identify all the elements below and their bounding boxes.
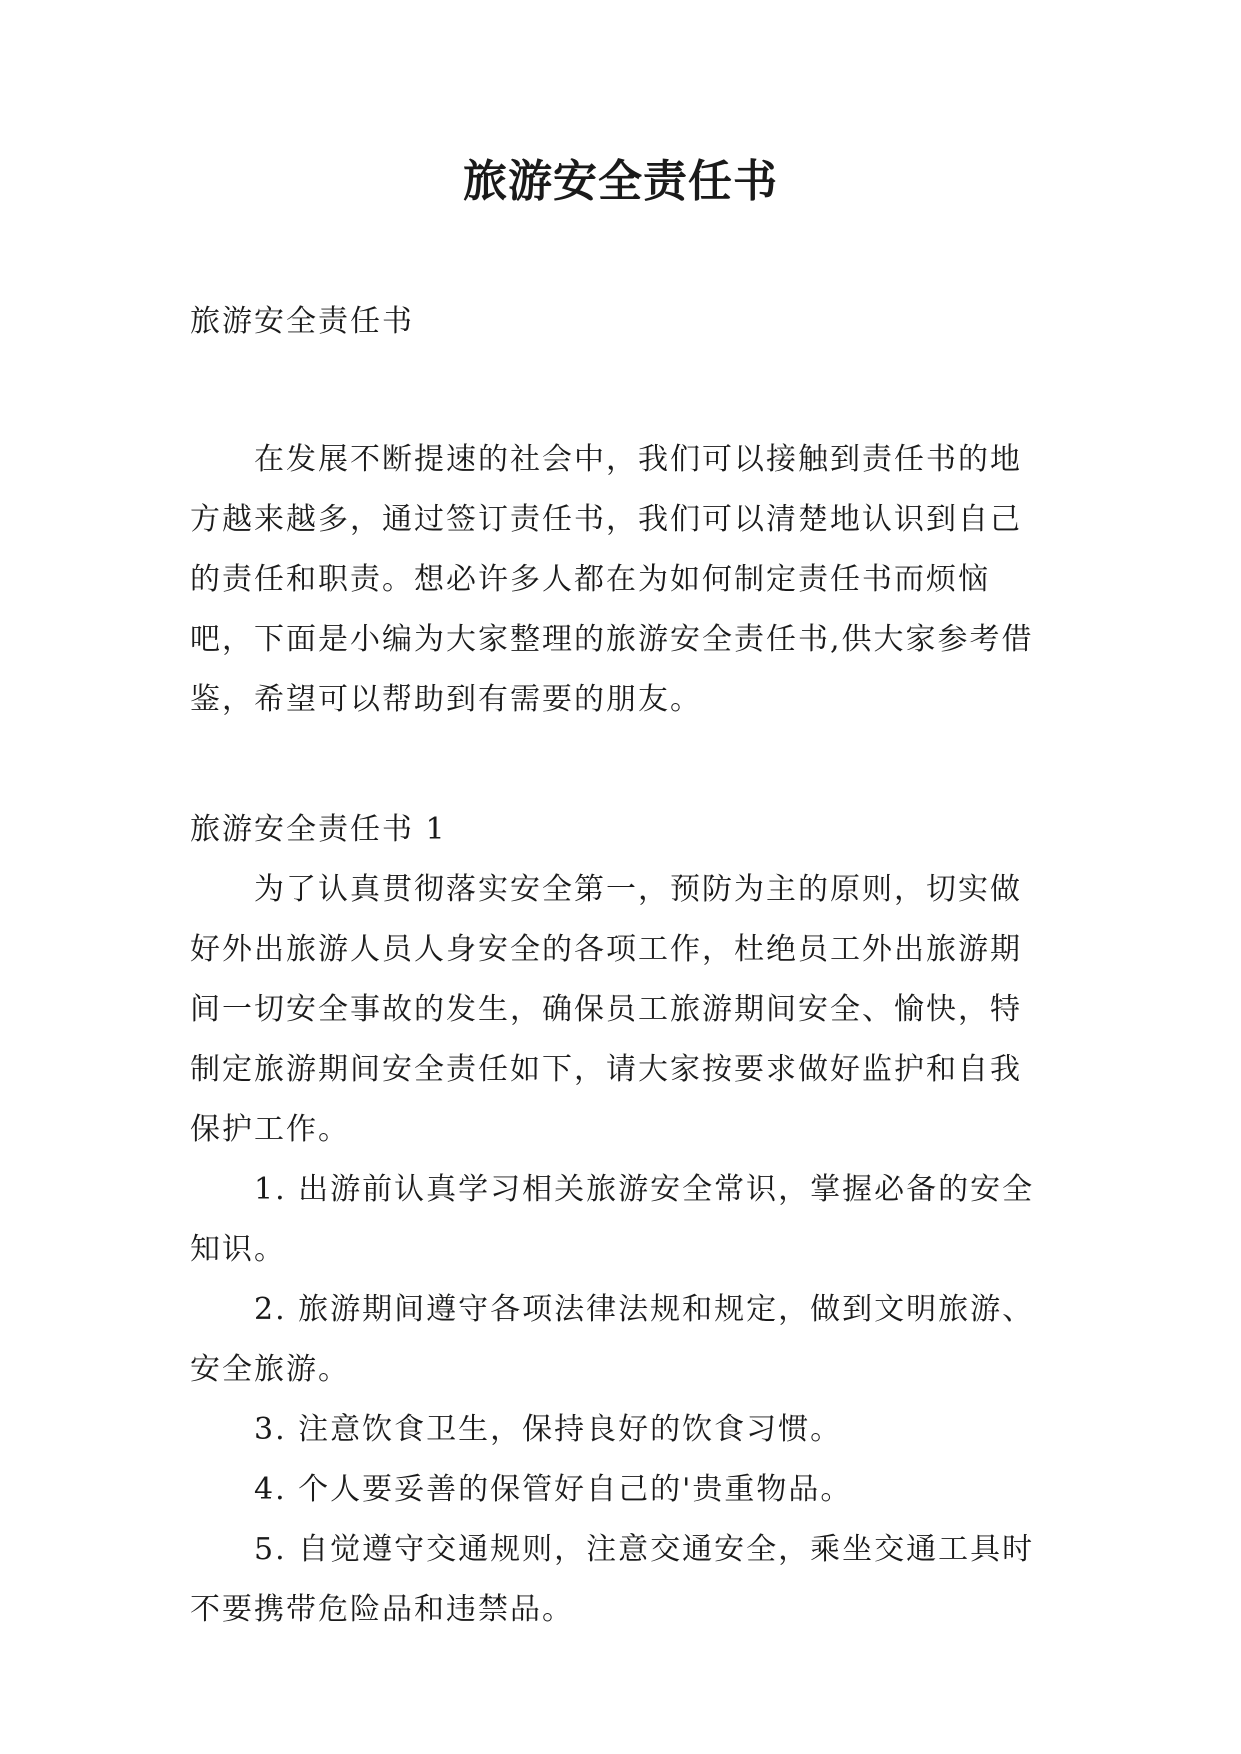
- section-title: 旅游安全责任书 1: [190, 812, 447, 847]
- list-item: 4. 个人要妥善的保管好自己的'贵重物品。: [254, 1472, 853, 1507]
- list-item: 3. 注意饮食卫生，保持良好的饮食习惯。: [254, 1412, 843, 1447]
- spacer: [190, 352, 1050, 430]
- list-item: 1. 出游前认真学习相关旅游安全常识，掌握必备的安全知识。: [190, 1172, 1035, 1267]
- list-item: 2. 旅游期间遵守各项法律法规和规定，做到文明旅游、安全旅游。: [190, 1292, 1035, 1387]
- document-subtitle: 旅游安全责任书: [190, 304, 414, 339]
- document-body: [190, 292, 1050, 1640]
- list-item: 5. 自觉遵守交通规则，注意交通安全，乘坐交通工具时不要携带危险品和违禁品。: [190, 1532, 1035, 1627]
- section-intro-paragraph: 为了认真贯彻落实安全第一，预防为主的原则，切实做好外出旅游人员人身安全的各项工作，杜绝员工外出旅游期间一切安全事故的发生，确保员工旅游期间安全、愉快，特制定旅游期间安全责任如下，请大家按要求做好监护和自我保护工作。: [190, 872, 1022, 1147]
- document-title: 旅游安全责任书: [463, 156, 778, 207]
- intro-paragraph: 在发展不断提速的社会中，我们可以接触到责任书的地方越来越多，通过签订责任书，我们可以清楚地认识到自己的责任和职责。想必许多人都在为如何制定责任书而烦恼吧，下面是小编为大家整理的旅游安全责任书,供大家参考借鉴，希望可以帮助到有需要的朋友。: [190, 442, 1034, 717]
- spacer: [190, 730, 1050, 800]
